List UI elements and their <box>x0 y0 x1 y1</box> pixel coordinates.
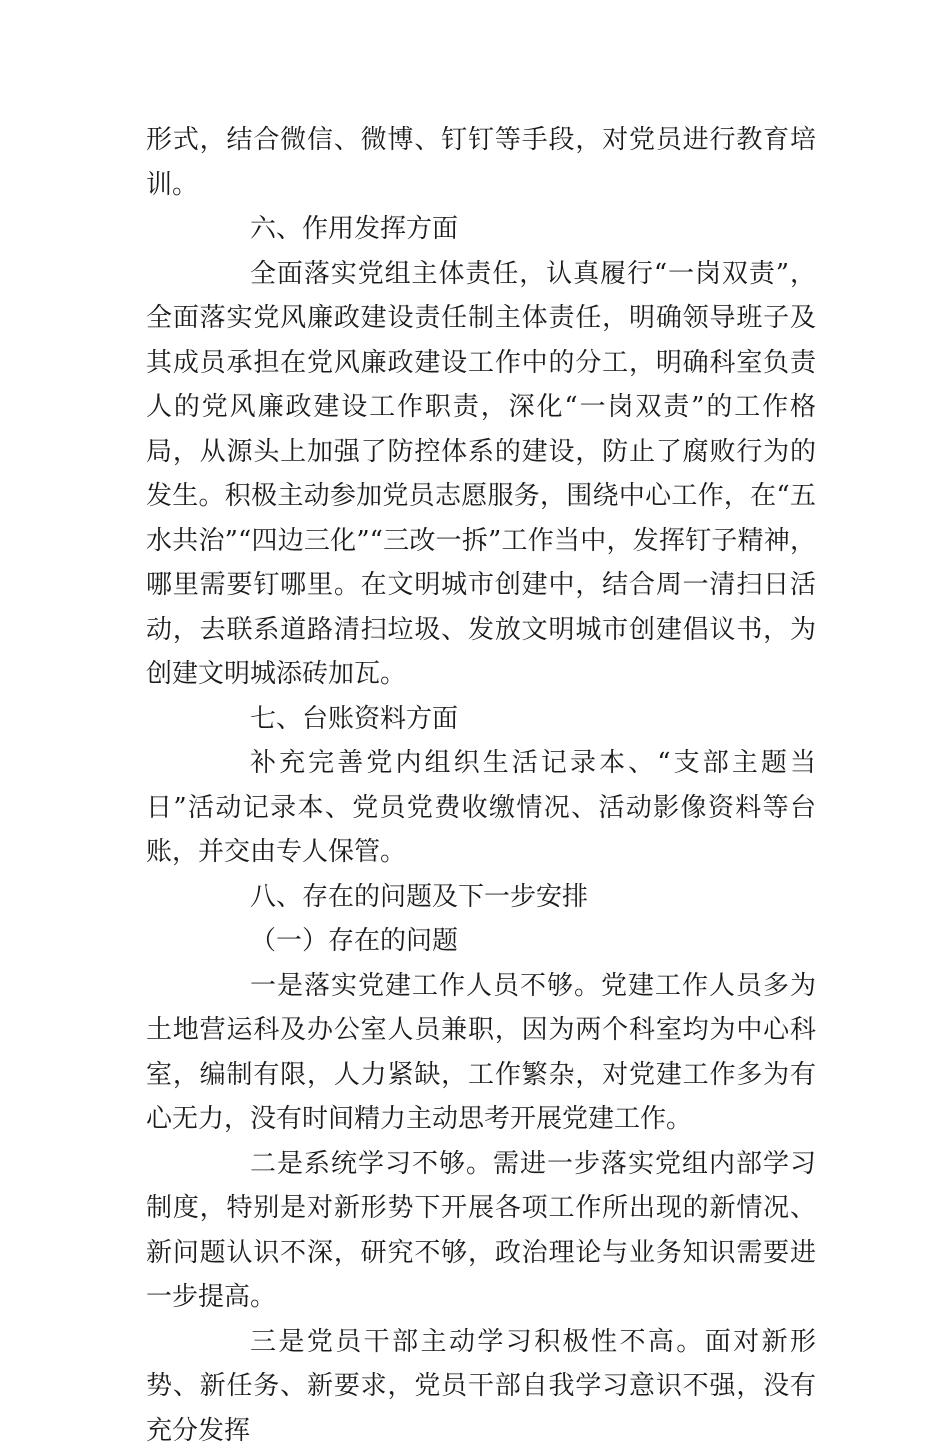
document-body <box>146 118 816 1453</box>
paragraph-role-play: 全面落实党组主体责任，认真履行“一岗双责”，全面落实党风廉政建设责任制主体责任，明确领导班子及其成员承担在党风廉政建设工作中的分工，明确科室负责人的党风廉政建设工作职责，深化“一岗双责”的工作格局，从源头上加强了防控体系的建设，防止了腐败行为的发生。积极主动参加党员志愿服务，围绕中心工作，在“五水共治”“四边三化”“三改一拆”工作当中，发挥钉子精神，哪里需要钉哪里。在文明城市创建中，结合周一清扫日活动，去联系道路清扫垃圾、发放文明城市创建倡议书，为创建文明城添砖加瓦。 <box>146 252 816 697</box>
paragraph-continuation: 形式，结合微信、微博、钉钉等手段，对党员进行教育培训。 <box>146 118 816 207</box>
subsection-heading-problems: （一）存在的问题 <box>146 919 816 964</box>
section-heading-seven: 七、台账资料方面 <box>146 697 816 742</box>
paragraph-problem-three: 三是党员干部主动学习积极性不高。面对新形势、新任务、新要求，党员干部自我学习意识不强，没有充分发挥 <box>146 1320 816 1453</box>
paragraph-problem-two: 二是系统学习不够。需进一步落实党组内部学习制度，特别是对新形势下开展各项工作所出现的新情况、新问题认识不深，研究不够，政治理论与业务知识需要进一步提高。 <box>146 1142 816 1320</box>
section-heading-six: 六、作用发挥方面 <box>146 207 816 252</box>
section-heading-eight: 八、存在的问题及下一步安排 <box>146 875 816 920</box>
paragraph-problem-one: 一是落实党建工作人员不够。党建工作人员多为土地营运科及办公室人员兼职，因为两个科室均为中心科室，编制有限，人力紧缺，工作繁杂，对党建工作多为有心无力，没有时间精力主动思考开展党建工作。 <box>146 964 816 1142</box>
paragraph-ledger: 补充完善党内组织生活记录本、“支部主题当日”活动记录本、党员党费收缴情况、活动影像资料等台账，并交由专人保管。 <box>146 741 816 875</box>
